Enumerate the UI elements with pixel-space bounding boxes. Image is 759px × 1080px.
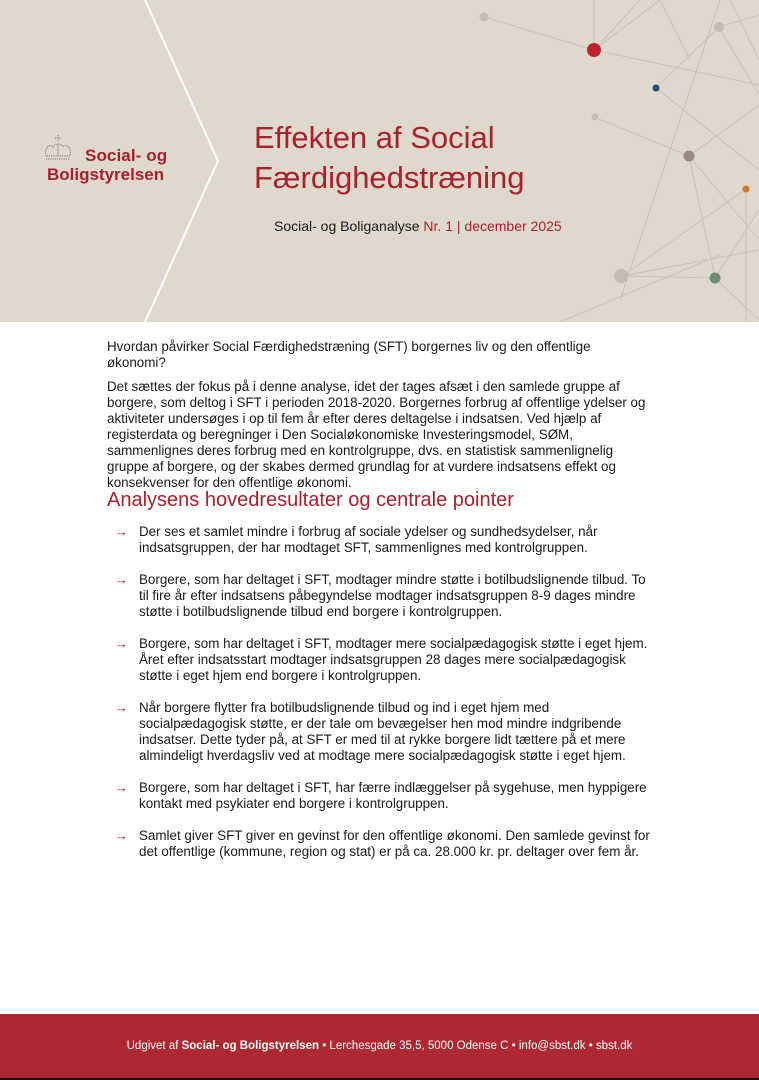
list-item — [115, 572, 655, 620]
logo-text-line1: Social- og — [85, 146, 168, 165]
publication-subtitle — [274, 218, 562, 234]
page-footer — [0, 1014, 759, 1080]
list-item — [115, 700, 655, 764]
intro-paragraph: Det sættes der fokus på i denne analyse, idet der tages afsæt i den samlede gruppe af borgere, som deltog i SFT i perioden 2018-2020. Borgernes forbrug af offentlige ydelser og aktiviteter undersøges i op til fem år efter deres deltagelse i indsatsen. Ved hjælp af registerdata og beregninger i Den Socialøkonomiske Investeringsmodel, SØM, sammenlignes deres forbrug med en kontrolgruppe, dvs. en statistisk sammenlignelig gruppe af borgere, og der skabes dermed grundlag for at vurdere indsatsens effekt og konsekvenser for den offentlige økonomi. — [107, 379, 646, 490]
footer-contact: • Lerchesgade 35,5, 5000 Odense C • info@sbst.dk • sbst.dk — [319, 1040, 633, 1052]
title-line1: Effekten af Social — [254, 120, 495, 155]
crown-icon — [43, 134, 73, 162]
arrow-right-icon: → — [115, 636, 128, 651]
arrow-right-icon: → — [115, 700, 128, 715]
list-item — [115, 524, 655, 556]
list-item-text: Borgere, som har deltaget i SFT, har færre indlæggelser på sygehuse, men hyppigere kontakt med psykiater end borgere i kontrolgruppen. — [139, 780, 647, 811]
list-item — [115, 636, 655, 684]
page-title — [254, 118, 525, 198]
title-line2: Færdighedstræning — [254, 160, 525, 195]
list-item — [115, 828, 655, 860]
arrow-right-icon: → — [115, 828, 128, 843]
list-item-text: Når borgere flytter fra botilbudslignende tilbud og ind i eget hjem med socialpædagogisk støtte, er der tale om bevægelser hen mod mindre indgribende indsatser. Dette tyder på, at SFT er med til at rykke borgere lidt tættere på et mere almindeligt hverdagsliv ved at modtage mere socialpædagogisk støtte i eget hjem. — [139, 700, 626, 763]
list-item-text: Borgere, som har deltaget i SFT, modtager mere socialpædagogisk støtte i eget hjem. Året efter indsatsstart modtager indsatsgruppen 28 dages mere socialpædagogisk støtte i eget hjem end borgere i kontrolgruppen. — [139, 636, 648, 683]
footer-publisher: Social- og Boligstyrelsen — [181, 1040, 320, 1052]
arrow-right-icon: → — [115, 524, 128, 539]
issue-date: Nr. 1 | december 2025 — [423, 218, 562, 234]
arrow-right-icon: → — [115, 780, 128, 795]
arrow-right-icon: → — [115, 572, 128, 587]
logo-text-line2: Boligstyrelsen — [47, 165, 165, 184]
list-item-text: Borgere, som har deltaget i SFT, modtager mindre støtte i botilbudslignende tilbud. To til fire år efter indsatsens påbegyndelse modtager indsatsgruppen 8-9 dages mindre støtte i botilbudslignende tilbud end borgere i kontrolgruppen. — [139, 572, 646, 619]
results-list — [115, 524, 655, 876]
results-heading: Analysens hovedresultater og centrale pointer — [107, 489, 514, 511]
list-item — [115, 780, 655, 812]
footer-prefix: Udgivet af — [126, 1040, 182, 1052]
cover-header — [0, 0, 759, 322]
list-item-text: Samlet giver SFT giver en gevinst for den offentlige økonomi. Den samlede gevinst for det offentlige (kommune, region og stat) er på ca. 28.000 kr. pr. deltager over fem år. — [139, 828, 650, 859]
list-item-text: Der ses et samlet mindre i forbrug af sociale ydelser og sundhedsydelser, når indsatsgruppen, der har modtaget SFT, sammenlignes med kontrolgruppen. — [139, 524, 598, 555]
intro-question: Hvordan påvirker Social Færdighedstræning (SFT) borgernes liv og den offentlige økonomi? — [107, 339, 591, 370]
series-name: Social- og Boliganalyse — [274, 218, 420, 234]
footer-text — [0, 1040, 759, 1052]
intro-section — [107, 339, 647, 491]
